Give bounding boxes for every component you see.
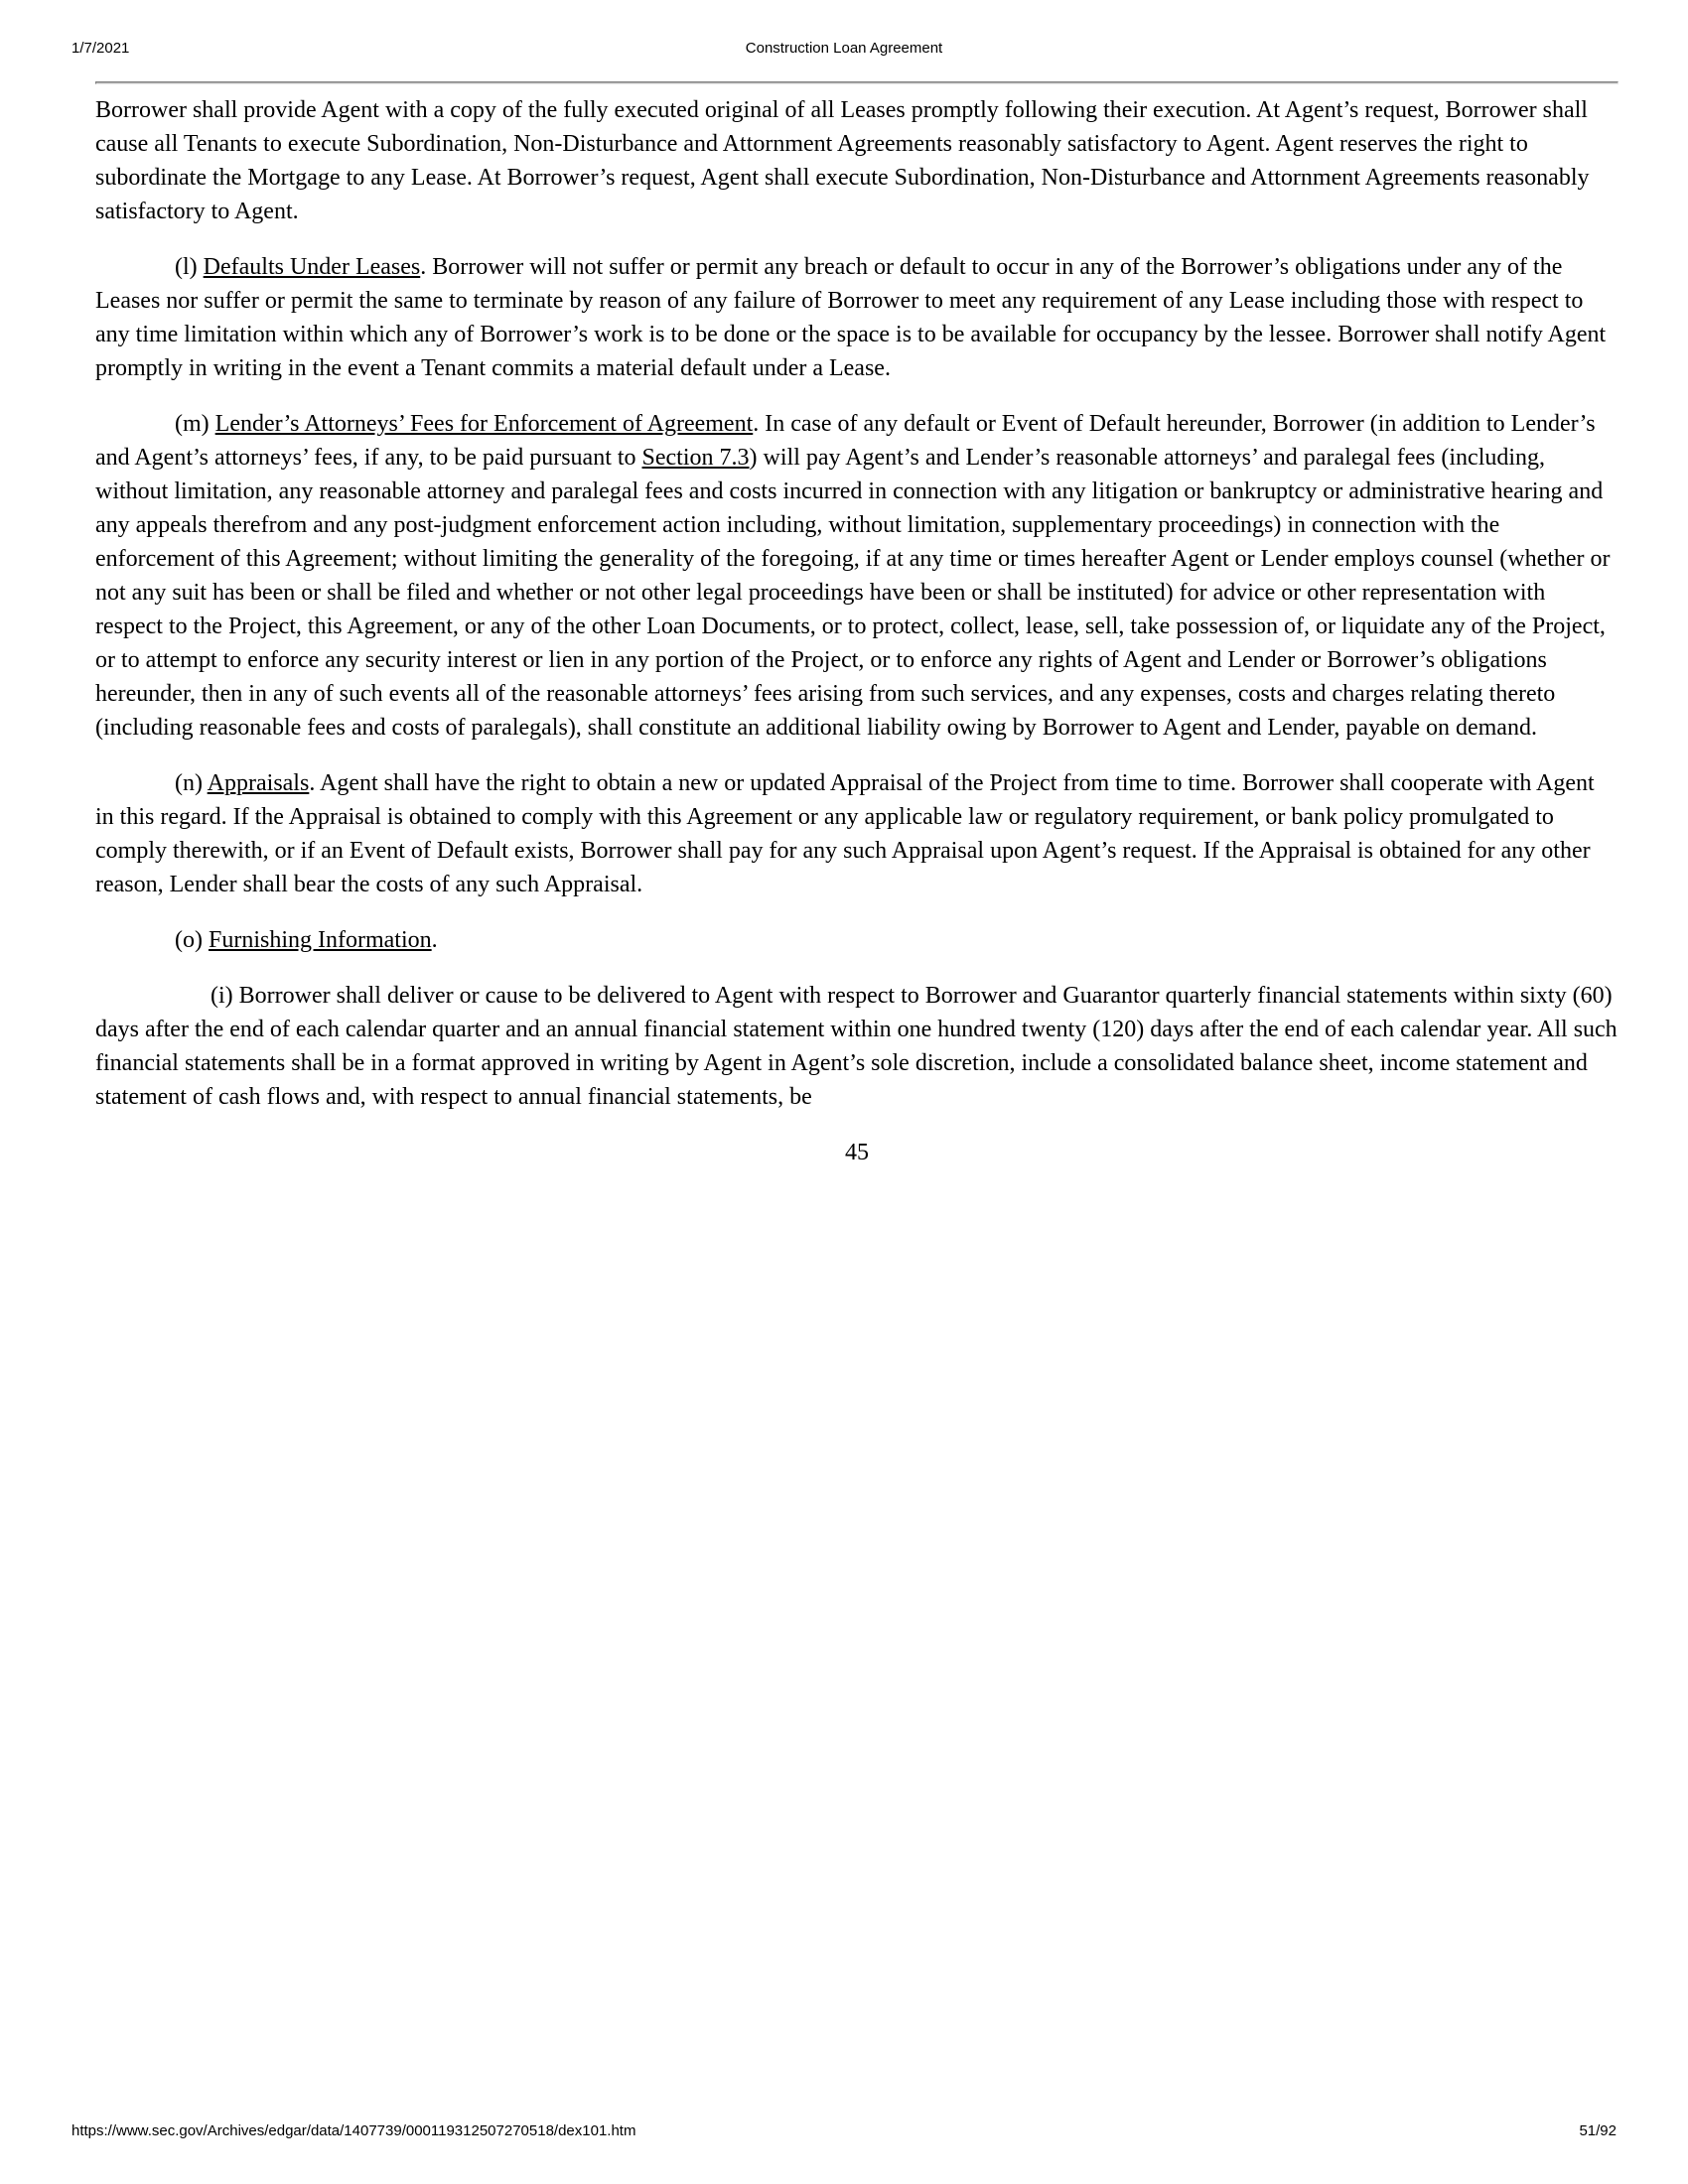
paragraph-text: (i) Borrower shall deliver or cause to be delivered to Agent with respect to Borrower and Guarantor quarterly financial statements within sixty (60) days after the end of each calendar quarter and an annual financial statement within one hundred twenty (120) days after the end of each calendar year. All such financial statements shall be in a format approved in writing by Agent in Agent’s sole discretion, include a consolidated balance sheet, income statement and statement of cash flows and, with respect to annual financial statements, be	[95, 983, 1618, 1110]
page-number: 45	[845, 1140, 869, 1165]
section-heading-appraisals: Appraisals	[207, 770, 310, 796]
paragraph-label: (l)	[175, 254, 204, 280]
section-heading-furnishing-information: Furnishing Information	[208, 927, 432, 953]
section-heading-lenders-attorneys-fees: Lender’s Attorneys’ Fees for Enforcement of Agreement	[214, 411, 754, 437]
print-footer	[71, 2122, 1617, 2139]
footer-url: https://www.sec.gov/Archives/edgar/data/1407739/000119312507270518/dex101.htm	[71, 2122, 636, 2139]
paragraph-text: ) will pay Agent’s and Lender’s reasonable attorneys’ and paralegal fees (including, without limitation, any reasonable attorney and paralegal fees and costs incurred in connection with any litigation or bankruptcy or administrative hearing and any appeals therefrom and any post-judgment enforcement action including, without limitation, supplementary proceedings) in connection with the enforcement of this Agreement; without limiting the generality of the foregoing, if at any time or times hereafter Agent or Lender employs counsel (whether or not any suit has been or shall be filed and whether or not other legal proceedings have been or shall be instituted) for advice or other representation with respect to the Project, this Agreement, or any of the other Loan Documents, or to protect, collect, lease, sell, take possession of, or liquidate any of the Project, or to attempt to enforce any security interest or lien in any portion of the Project, or to enforce any rights of Agent and Lender or Borrower’s obligations hereunder, then in any of such events all of the reasonable attorneys’ fees arising from such services, and any expenses, costs and charges relating thereto (including reasonable fees and costs of paralegals), shall constitute an additional liability owing by Borrower to Agent and Lender, payable on demand.	[95, 445, 1611, 741]
header-title: Construction Loan Agreement	[745, 40, 943, 57]
paragraph-n-appraisals	[95, 766, 1618, 901]
paragraph-m-lenders-attorneys-fees	[95, 407, 1618, 745]
section-heading-defaults-under-leases: Defaults Under Leases	[203, 254, 421, 280]
paragraph-o-furnishing-information	[95, 923, 1618, 957]
paragraph-text: Borrower shall provide Agent with a copy of the fully executed original of all Leases promptly following their execution. At Agent’s request, Borrower shall cause all Tenants to execute Subordination, Non-Disturbance and Attornment Agreements reasonably satisfactory to Agent. Agent reserves the right to subordinate the Mortgage to any Lease. At Borrower’s request, Agent shall execute Subordination, Non-Disturbance and Attornment Agreements reasonably satisfactory to Agent.	[95, 97, 1590, 224]
paragraph-text: . Agent shall have the right to obtain a new or updated Appraisal of the Project from time to time. Borrower shall cooperate with Agent in this regard. If the Appraisal is obtained to comply with this Agreement or any applicable law or regulatory requirement, or bank policy promulgated to comply therewith, or if an Event of Default exists, Borrower shall pay for any such Appraisal upon Agent’s request. If the Appraisal is obtained for any other reason, Lender shall bear the costs of any such Appraisal.	[95, 770, 1595, 897]
footer-page-indicator: 51/92	[1579, 2122, 1617, 2139]
paragraph-label: (o)	[175, 927, 209, 953]
paragraph-label: (n)	[175, 770, 208, 796]
paragraph-text: .	[431, 927, 438, 953]
paragraph-label: (m)	[175, 411, 215, 437]
horizontal-rule	[95, 81, 1618, 84]
paragraph-l-defaults-under-leases	[95, 250, 1618, 385]
paragraph-continuation	[95, 93, 1618, 228]
print-header	[71, 40, 1617, 62]
section-reference-7-3: Section 7.3	[641, 445, 750, 471]
document-body	[95, 93, 1618, 1169]
paragraph-text: . Borrower will not suffer or permit any breach or default to occur in any of the Borrower’s obligations under any of the Leases nor suffer or permit the same to terminate by reason of any failure of Borrower to meet any requirement of any Lease including those with respect to any time limitation within which any of Borrower’s work is to be done or the space is to be available for occupancy by the lessee. Borrower shall notify Agent promptly in writing in the event a Tenant commits a material default under a Lease.	[95, 254, 1607, 381]
paragraph-i-financial-statements	[95, 979, 1618, 1114]
paragraph-text: . In case of any default or Event of Default hereunder, Borrower (in addition to Lender’s and Agent’s attorneys’ fees, if any, to be paid pursuant to	[95, 411, 1596, 471]
header-date: 1/7/2021	[71, 40, 130, 57]
